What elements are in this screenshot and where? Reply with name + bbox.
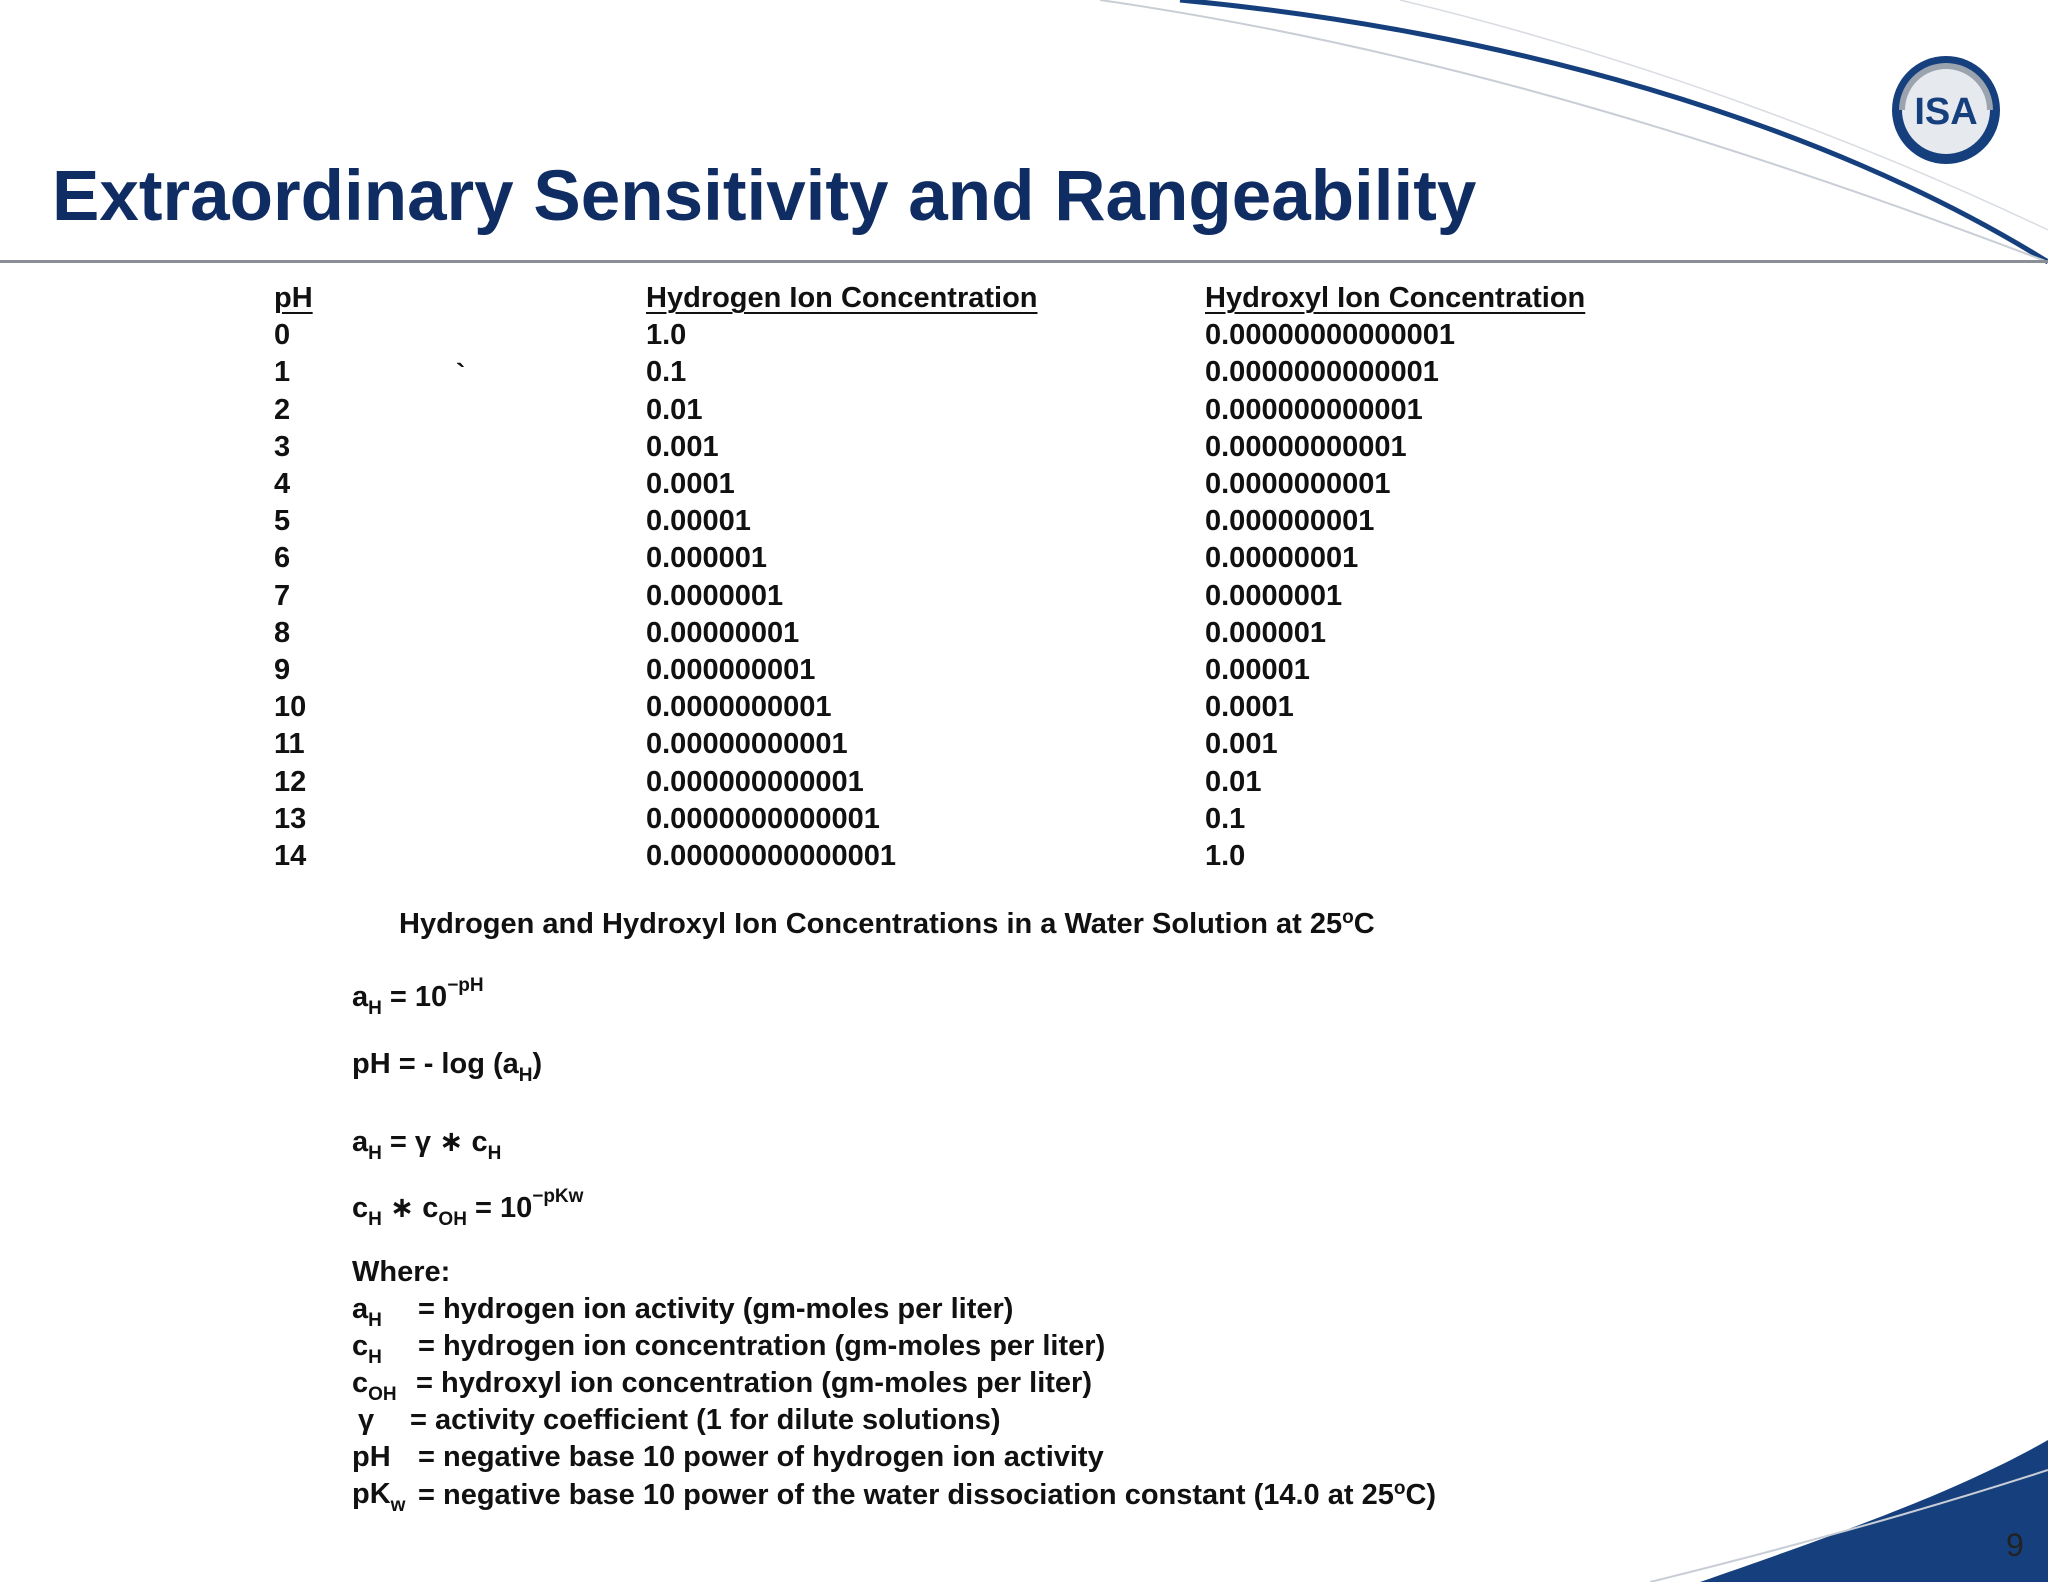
isa-logo — [1888, 52, 2004, 168]
eq-exponent: −pH — [447, 975, 484, 996]
equation-water-dissociation — [352, 1186, 583, 1231]
caption-text: Hydrogen and Hydroxyl Ion Concentrations in a Water Solution at 25 — [399, 908, 1343, 940]
cell-hydroxyl: 0.1 — [1205, 802, 1246, 835]
eq-text: ∗ c — [381, 1192, 439, 1224]
cell-hydrogen: 0.0001 — [646, 468, 735, 500]
eq-subscript: H — [487, 1143, 502, 1164]
stray-backtick-mark: ` — [456, 358, 466, 389]
cell-hydrogen: 0.0000000000001 — [646, 802, 880, 835]
cell-hydroxyl: 0.0000001 — [1205, 579, 1343, 612]
cell-hydrogen: 0.001 — [646, 430, 719, 463]
caption-degree: o — [1342, 907, 1354, 928]
cell-hydroxyl: 0.000000000001 — [1205, 393, 1423, 426]
cell-hydrogen: 0.000000001 — [646, 654, 816, 686]
cell-hydroxyl: 0.001 — [1205, 728, 1278, 761]
equation-activity-coefficient — [352, 1124, 501, 1165]
symbol-text: c — [352, 1330, 369, 1362]
definition-symbol — [352, 1367, 397, 1406]
cell-hydrogen: 0.000001 — [646, 542, 767, 575]
header-hydrogen: Hydrogen Ion Concentration — [646, 282, 1038, 314]
cell-ph: 7 — [274, 579, 291, 612]
cell-ph: 10 — [274, 691, 307, 724]
table-caption — [399, 907, 1375, 941]
eq-subscript: H — [368, 1209, 382, 1230]
eq-symbol: a — [352, 1126, 369, 1158]
cell-hydrogen: 1.0 — [646, 319, 687, 352]
symbol-text: pK — [352, 1478, 391, 1510]
symbol-text: pH — [352, 1441, 391, 1473]
cell-ph: 11 — [274, 728, 305, 761]
eq-text: = 10 — [381, 981, 448, 1013]
eq-text: pH = - log (a — [352, 1048, 519, 1080]
cell-hydrogen: 0.00000000000001 — [646, 840, 896, 872]
page-number: 9 — [2006, 1527, 2024, 1563]
cell-ph: 9 — [274, 654, 291, 686]
cell-ph: 3 — [274, 430, 291, 463]
eq-text: = 10 — [466, 1192, 533, 1224]
eq-text: ) — [532, 1048, 543, 1080]
definition-text: = hydrogen ion concentration (gm-moles per liter) — [418, 1330, 1106, 1362]
cell-hydroxyl: 0.000000001 — [1205, 505, 1375, 538]
definition-unit: C) — [1405, 1479, 1437, 1511]
cell-hydrogen: 0.01 — [646, 393, 703, 426]
symbol-subscript: OH — [368, 1384, 397, 1405]
cell-hydroxyl: 1.0 — [1205, 840, 1246, 872]
cell-ph: 4 — [274, 468, 291, 500]
symbol-subscript: H — [368, 1310, 382, 1331]
cell-ph: 14 — [274, 840, 307, 872]
cell-hydroxyl: 0.0000000001 — [1205, 468, 1391, 500]
cell-hydroxyl: 0.00000001 — [1205, 542, 1359, 575]
eq-symbol: a — [352, 981, 369, 1013]
cell-hydrogen: 0.0000001 — [646, 579, 784, 612]
eq-subscript: H — [518, 1065, 533, 1086]
cell-ph: 1 — [274, 356, 291, 389]
eq-symbol: c — [352, 1192, 369, 1224]
header-hydroxyl: Hydroxyl Ion Concentration — [1205, 282, 1586, 314]
title-divider — [0, 260, 2048, 263]
caption-unit: C — [1353, 908, 1375, 940]
definition-symbol — [352, 1293, 382, 1332]
equation-ph — [352, 1048, 542, 1087]
cell-hydroxyl: 0.01 — [1205, 765, 1262, 798]
cell-hydroxyl: 0.0000000000001 — [1205, 356, 1439, 389]
cell-hydrogen: 0.00000001 — [646, 616, 800, 649]
symbol-text: c — [352, 1367, 369, 1399]
cell-ph: 6 — [274, 542, 291, 575]
cell-hydroxyl: 0.000001 — [1205, 616, 1326, 649]
definition-degree: o — [1393, 1478, 1406, 1499]
eq-exponent: −pKw — [532, 1186, 584, 1207]
cell-ph: 2 — [274, 393, 291, 426]
definition-text-main: = negative base 10 power of the water dissociation constant (14.0 at 25 — [418, 1479, 1394, 1511]
symbol-subscript: H — [368, 1347, 382, 1368]
cell-hydroxyl: 0.00000000000001 — [1205, 319, 1455, 352]
equation-activity — [352, 975, 484, 1020]
symbol-subscript: w — [390, 1495, 406, 1516]
definition-text: = activity coefficient (1 for dilute solutions) — [410, 1404, 1001, 1436]
symbol-text: a — [352, 1293, 369, 1325]
symbol-text: γ — [358, 1404, 375, 1436]
definition-symbol — [358, 1404, 374, 1437]
eq-text: = γ ∗ c — [381, 1126, 488, 1158]
slide-title: Extraordinary Sensitivity and Rangeability — [52, 157, 1477, 236]
definition-text: = negative base 10 power of hydrogen ion activity — [418, 1441, 1104, 1473]
cell-ph: 0 — [274, 319, 291, 352]
cell-hydroxyl: 0.0001 — [1205, 691, 1294, 724]
cell-hydrogen: 0.0000000001 — [646, 691, 832, 724]
definition-symbol — [352, 1330, 382, 1369]
definition-symbol — [352, 1478, 405, 1517]
cell-hydroxyl: 0.00001 — [1205, 654, 1310, 686]
definition-symbol — [352, 1441, 391, 1474]
cell-ph: 8 — [274, 616, 291, 649]
header-ph: pH — [274, 282, 313, 314]
cell-ph: 12 — [274, 765, 307, 798]
where-label: Where: — [352, 1256, 451, 1288]
cell-hydrogen: 0.000000000001 — [646, 765, 864, 798]
logo-text: ISA — [1914, 91, 1978, 133]
eq-subscript: H — [368, 1143, 382, 1164]
definition-text — [418, 1478, 1436, 1512]
definition-text: = hydroxyl ion concentration (gm-moles per liter) — [416, 1367, 1092, 1399]
eq-subscript: H — [368, 998, 382, 1019]
cell-ph: 13 — [274, 802, 307, 835]
cell-ph: 5 — [274, 505, 291, 538]
definition-text: = hydrogen ion activity (gm-moles per liter) — [418, 1293, 1014, 1325]
cell-hydroxyl: 0.00000000001 — [1205, 430, 1407, 463]
eq-subscript: OH — [438, 1209, 467, 1230]
cell-hydrogen: 0.1 — [646, 356, 687, 389]
cell-hydrogen: 0.00001 — [646, 505, 751, 538]
cell-hydrogen: 0.00000000001 — [646, 728, 848, 761]
